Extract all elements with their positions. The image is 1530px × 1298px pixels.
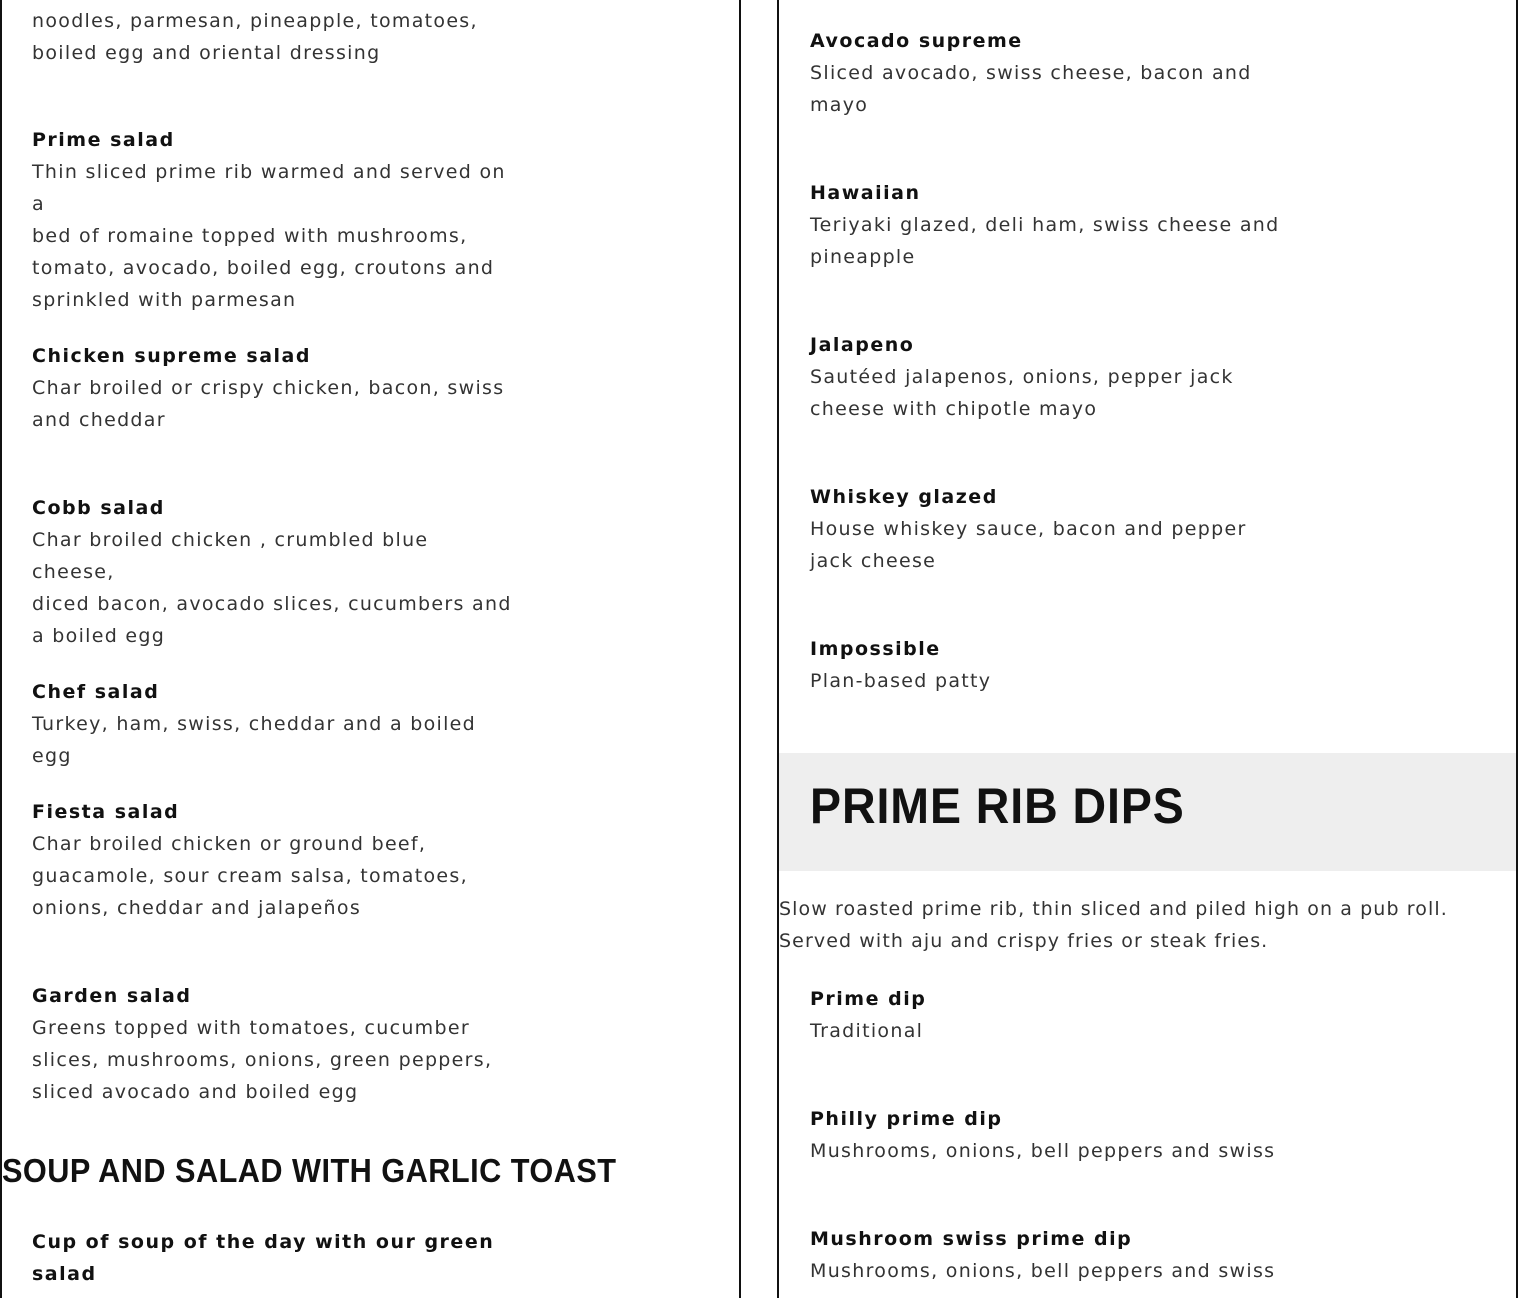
menu-item-avocado-supreme [810,25,1280,121]
item-name: Impossible [810,638,941,660]
item-description: Mushrooms, onions, bell peppers and swiss [810,1140,1276,1162]
item-name: Cobb salad [32,497,165,519]
menu-item-philly-prime-dip [810,1103,1280,1167]
item-description: Mushrooms, onions, bell peppers and swiss [810,1260,1276,1282]
item-description: Char broiled chicken , crumbled blue cheese, diced bacon, avocado slices, cucumbers and a boiled egg [32,529,512,647]
right-menu-column [777,0,1518,1298]
item-name: Philly prime dip [810,1108,1003,1130]
item-name: Hawaiian [810,182,921,204]
menu-item-whiskey-glazed [810,481,1280,577]
section-banner-prime-rib-dips [779,753,1516,871]
item-name: Prime salad [32,129,175,151]
item-name: Chicken supreme salad [32,345,311,367]
item-name: Prime dip [810,988,927,1010]
menu-item-prime-salad [32,124,512,316]
item-description: House whiskey sauce, bacon and pepper jack cheese [810,518,1247,572]
menu-item-partial [32,5,512,69]
item-description: Char broiled or crispy chicken, bacon, swiss and cheddar [32,377,505,431]
item-description: Traditional [810,1020,924,1042]
menu-item-jalapeno [810,329,1280,425]
menu-item-soup-and-salad [32,1226,512,1290]
item-name: Whiskey glazed [810,486,998,508]
menu-item-prime-dip [810,983,1280,1047]
item-description: Sautéed jalapenos, onions, pepper jack cheese with chipotle mayo [810,366,1234,420]
item-description: Greens topped with tomatoes, cucumber slices, mushrooms, onions, green peppers, sliced avocado and boiled egg [32,1017,493,1103]
section-intro: Slow roasted prime rib, thin sliced and piled high on a pub roll. Served with aju and crispy fries or steak fries. [779,898,1448,952]
section-heading-prime-rib-dips: PRIME RIB DIPS [810,778,1185,834]
item-description: Char broiled chicken or ground beef, guacamole, sour cream salsa, tomatoes, onions, cheddar and jalapeños [32,833,468,919]
item-description: Sliced avocado, swiss cheese, bacon and mayo [810,62,1252,116]
menu-item-garden-salad [32,980,512,1108]
section-heading-soup-and-salad: SOUP AND SALAD WITH GARLIC TOAST [2,1152,617,1189]
item-description: Teriyaki glazed, deli ham, swiss cheese and pineapple [810,214,1280,268]
item-name: Cup of soup of the day with our green salad [32,1231,495,1285]
menu-item-cobb-salad [32,492,512,652]
item-name: Fiesta salad [32,801,180,823]
item-description: Thin sliced prime rib warmed and served on a bed of romaine topped with mushrooms, tomato, avocado, boiled egg, croutons and sprinkled with parmesan [32,161,506,311]
item-name: Garden salad [32,985,192,1007]
menu-item-hawaiian [810,177,1280,273]
menu-item-mushroom-swiss-prime-dip [810,1223,1280,1287]
item-name: Chef salad [32,681,160,703]
item-name: Jalapeno [810,334,915,356]
menu-item-chef-salad [32,676,512,772]
menu-item-impossible [810,633,1280,697]
item-description: Turkey, ham, swiss, cheddar and a boiled egg [32,713,477,767]
menu-item-chicken-supreme-salad [32,340,512,436]
item-name: Avocado supreme [810,30,1023,52]
item-name: Mushroom swiss prime dip [810,1228,1133,1250]
left-menu-column [0,0,741,1298]
menu-item-fiesta-salad [32,796,512,924]
item-description: Plan-based patty [810,670,992,692]
item-description: noodles, parmesan, pineapple, tomatoes, boiled egg and oriental dressing [32,10,478,64]
